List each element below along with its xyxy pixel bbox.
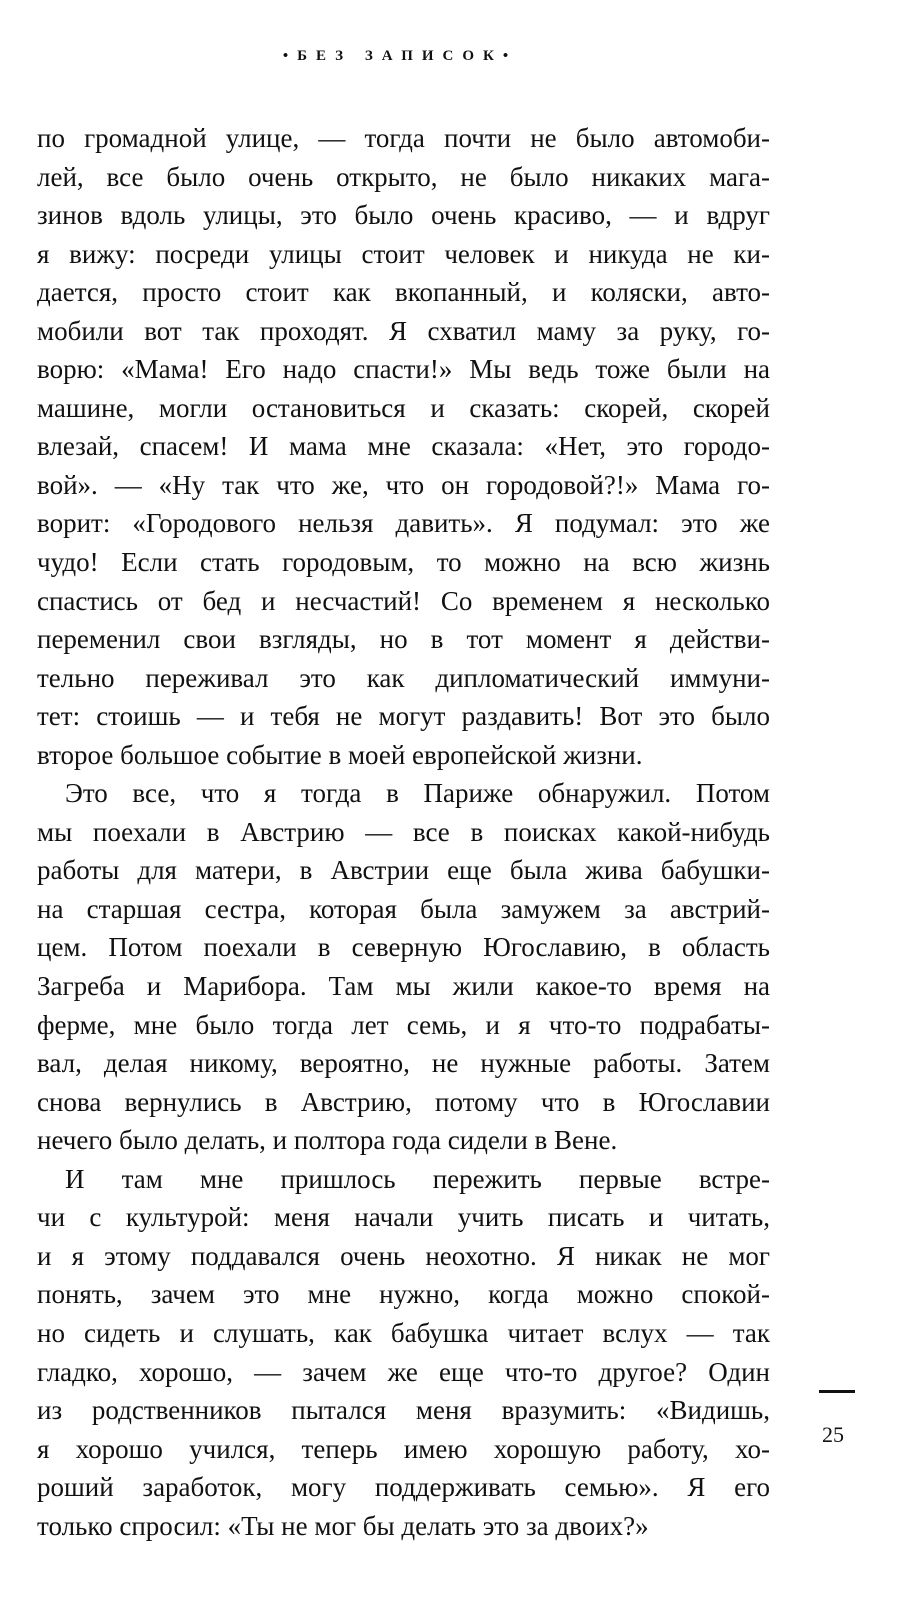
text-line: Это все, что я тогда в Париже обнаружил. Потом <box>65 778 770 809</box>
text-line: нечего было делать, и полтора года сидели в Вене. <box>37 1125 618 1156</box>
text-line: мобили вот так проходят. Я схватил маму за руку, го- <box>37 315 770 346</box>
text-line: и я этому поддавался очень неохотно. Я никак не мог <box>37 1240 770 1271</box>
page-number: 25 <box>822 1422 844 1447</box>
text-line: по громадной улице, — тогда почти не было автомоби- <box>37 123 770 153</box>
text-line: тет: стоишь — и тебя не могут раздавить! Вот это было <box>37 701 770 732</box>
text-line: Загреба и Марибора. Там мы жили какое-то время на <box>37 971 770 1002</box>
text-line: цем. Потом поехали в северную Югославию, в область <box>37 932 770 963</box>
body-text <box>37 119 770 1545</box>
text-line: я хорошо учился, теперь имею хорошую работу, хо- <box>37 1433 770 1464</box>
text-line: гладко, хорошо, — зачем же еще что-то другое? Один <box>37 1356 770 1387</box>
text-line: спастись от бед и несчастий! Со временем я несколько <box>37 585 770 616</box>
text-line: чи с культурой: меня начали учить писать и читать, <box>37 1202 770 1233</box>
text-line: влезай, спасем! И мама мне сказала: «Нет, это городо- <box>37 431 770 462</box>
text-line: лей, все было очень открыто, не было никаких мага- <box>37 161 770 192</box>
text-line: машине, могли остановиться и сказать: скорей, скорей <box>37 392 770 423</box>
running-header: •БЕЗ ЗАПИСОК• <box>282 48 518 64</box>
text-line: ворит: «Городового нельзя давить». Я подумал: это же <box>37 508 770 539</box>
text-line: ферме, мне было тогда лет семь, и я что-то подрабаты- <box>37 1009 770 1040</box>
text-line: роший заработок, могу поддерживать семью». Я его <box>37 1472 770 1503</box>
text-line: но сидеть и слушать, как бабушка читает вслух — так <box>37 1317 770 1348</box>
text-line: мы поехали в Австрию — все в поисках какой-нибудь <box>37 816 770 847</box>
page-number-rule <box>819 1390 855 1393</box>
text-line: тельно переживал это как дипломатический иммуни- <box>37 662 770 693</box>
text-line: только спросил: «Ты не мог бы делать это за двоих?» <box>37 1510 649 1541</box>
text-line: работы для матери, в Австрии еще была жива бабушки- <box>37 855 770 886</box>
text-line: снова вернулись в Австрию, потому что в Югославии <box>37 1086 770 1117</box>
text-line: ворю: «Мама! Его надо спасти!» Мы ведь тоже были на <box>37 354 770 385</box>
text-line: на старшая сестра, которая была замужем за австрий- <box>37 893 770 924</box>
text-line: зинов вдоль улицы, это было очень красиво, — и вдруг <box>37 200 770 231</box>
text-line: переменил свои взгляды, но в тот момент я действи- <box>37 624 770 655</box>
text-line: дается, просто стоит как вкопанный, и коляски, авто- <box>37 277 770 308</box>
text-line: понять, зачем это мне нужно, когда можно спокой- <box>37 1279 770 1310</box>
text-line: И там мне пришлось пережить первые встре- <box>65 1163 770 1194</box>
text-line: чудо! Если стать городовым, то можно на всю жизнь <box>37 547 770 578</box>
text-line: вой». — «Ну так что же, что он городовой?!» Мама го- <box>37 469 770 500</box>
text-line: вал, делая никому, вероятно, не нужные работы. Затем <box>37 1048 770 1079</box>
text-line: второе большое событие в моей европейской жизни. <box>37 739 643 770</box>
text-line: я вижу: посреди улицы стоит человек и никуда не ки- <box>37 238 770 269</box>
text-line: из родственников пытался меня вразумить: «Видишь, <box>37 1395 770 1426</box>
